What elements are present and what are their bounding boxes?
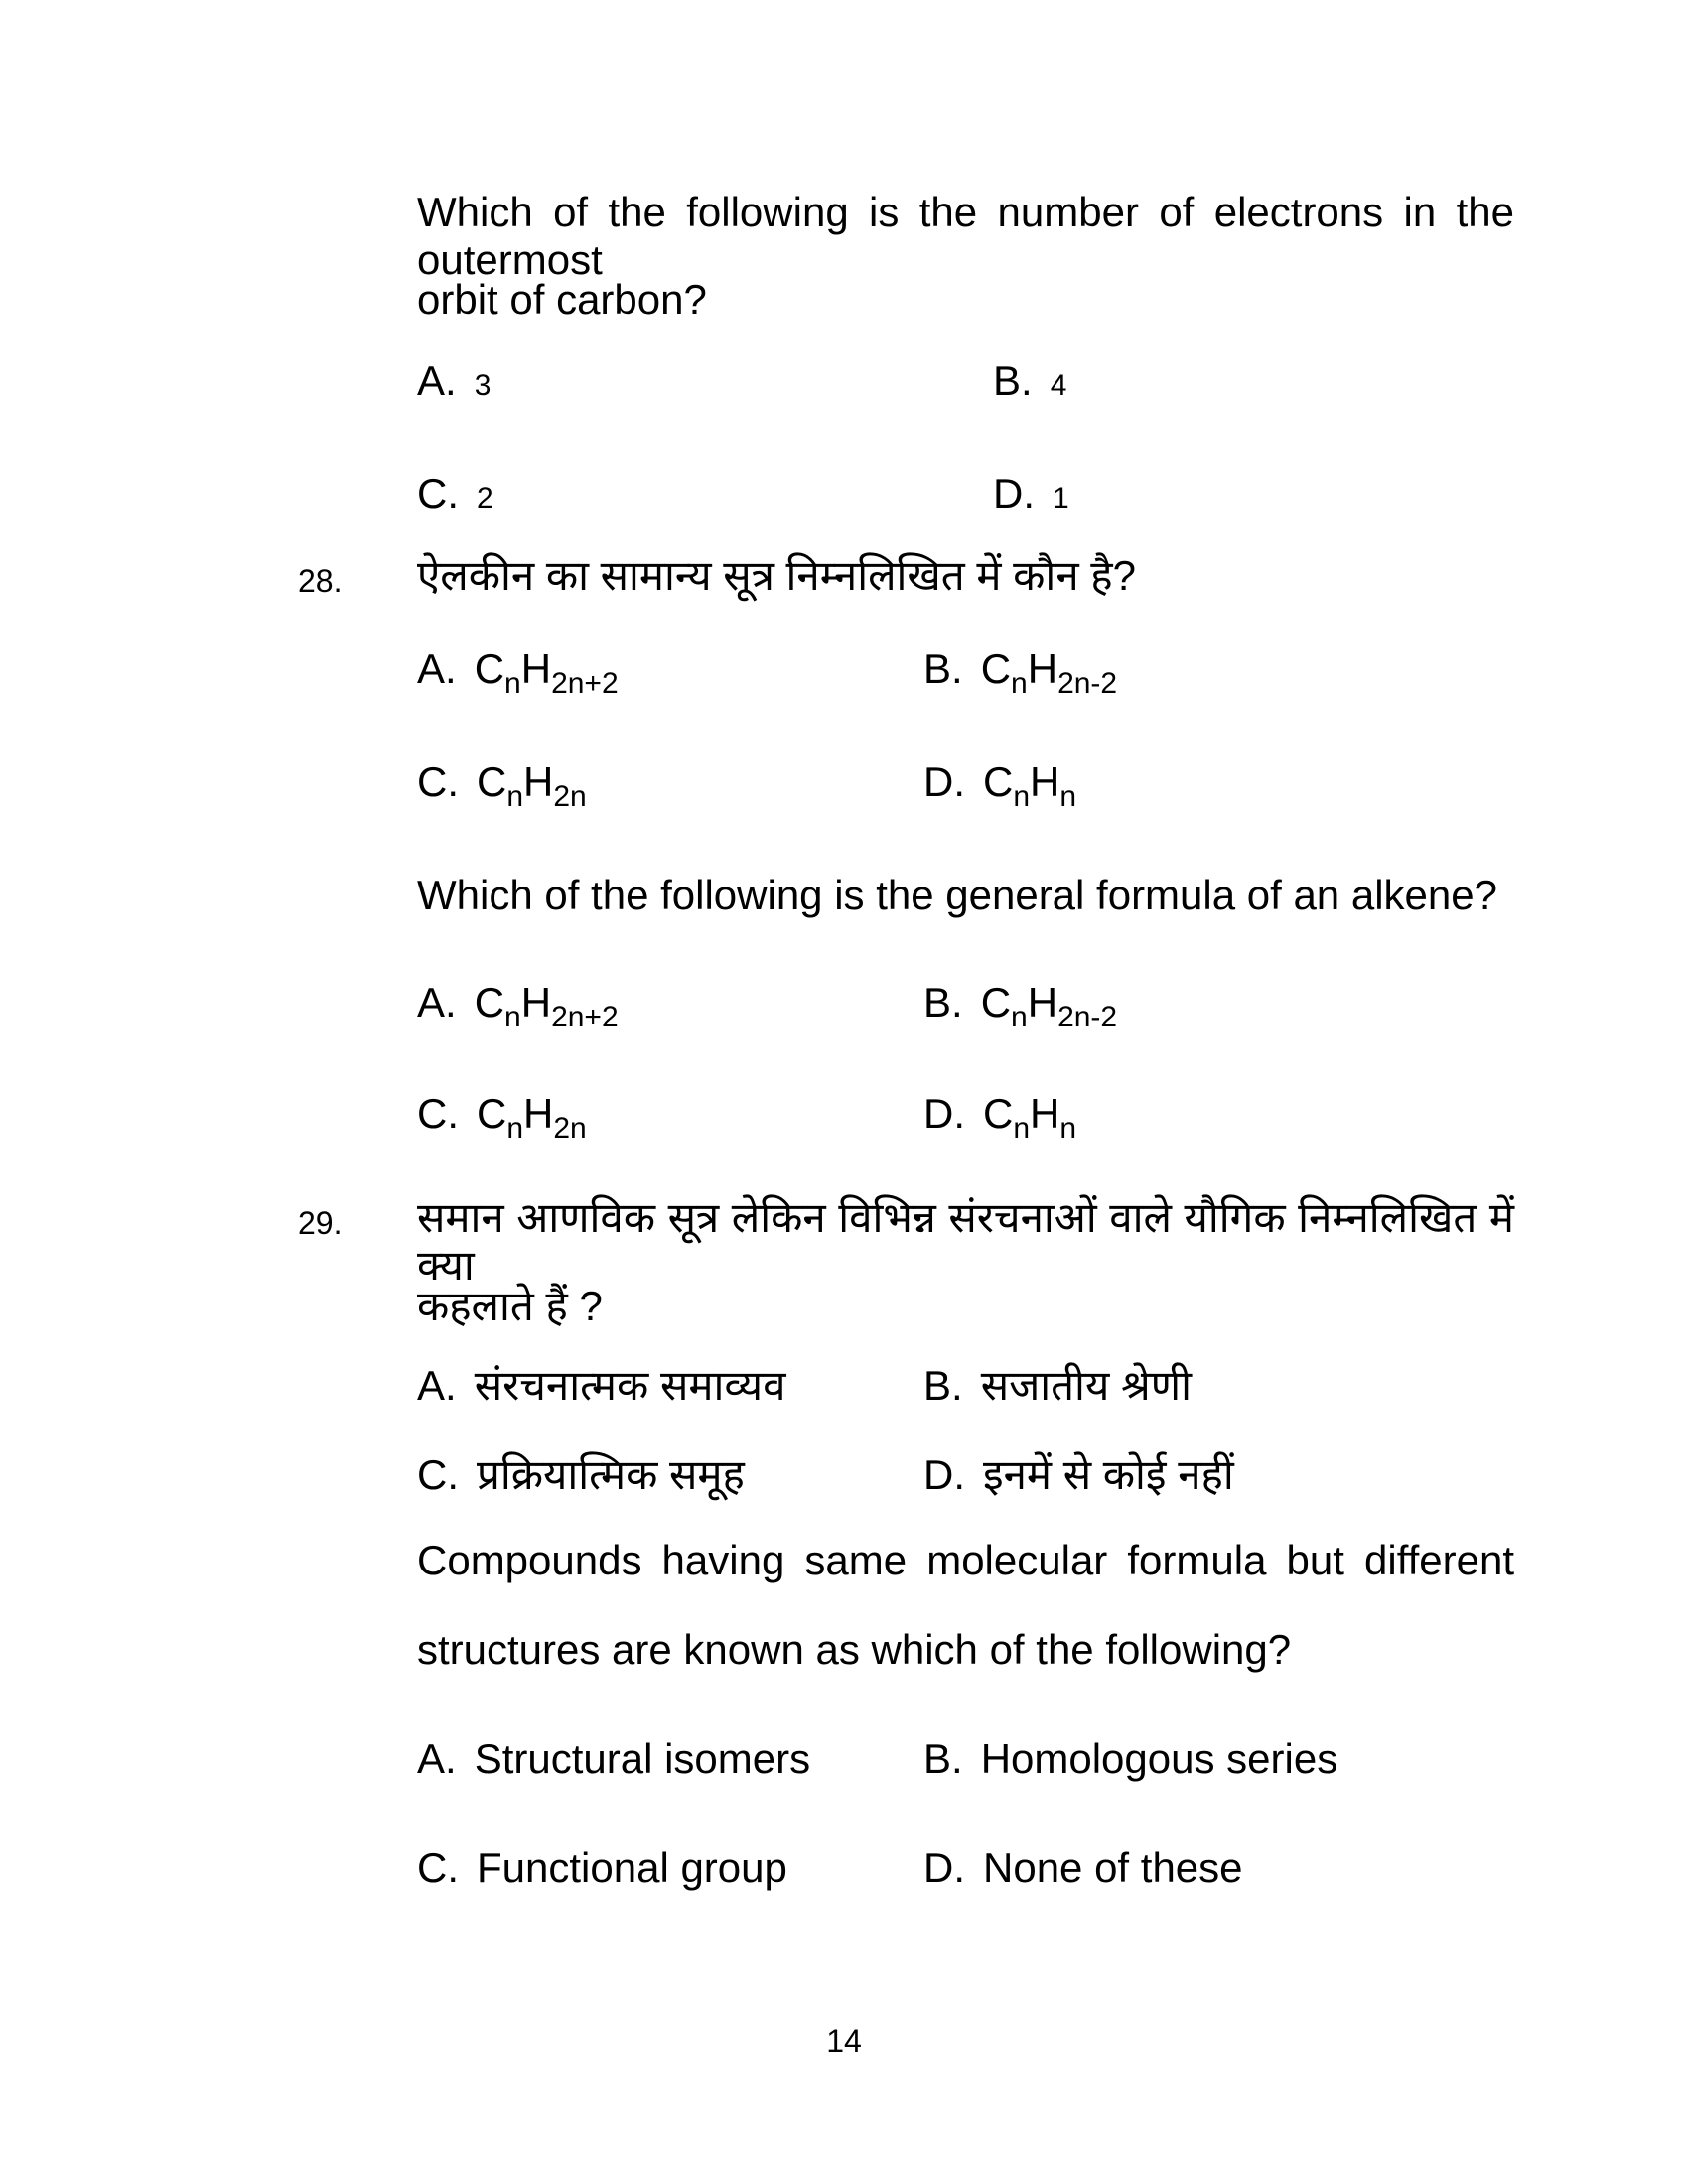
q28-english-options-row-1 <box>417 979 1514 1033</box>
q29-hindi-option-c <box>417 1451 923 1499</box>
option-label: B. <box>923 645 963 692</box>
option-label: D. <box>923 1090 965 1137</box>
q28-english-option-a <box>417 979 923 1033</box>
formula-part: C <box>980 979 1012 1025</box>
q28-option-d <box>923 758 1514 813</box>
option-text: Homologous series <box>980 1735 1338 1782</box>
q29-english-option-b <box>923 1735 1514 1783</box>
formula-subscript: 2n-2 <box>1057 1001 1118 1033</box>
q29-hindi-line1: समान आणविक सूत्र लेकिन विभिन्न संरचनाओं वाले यौगिक निम्नलिखित में क्या <box>417 1194 1514 1290</box>
formula-subscript: n <box>506 1112 524 1145</box>
q27-options-row-2 <box>417 471 1514 518</box>
option-value: 4 <box>1050 369 1067 402</box>
q29-english-option-a <box>417 1735 923 1783</box>
formula-part: C <box>474 979 505 1025</box>
option-label: B. <box>993 357 1033 404</box>
formula-part: H <box>523 1090 554 1137</box>
formula-part: H <box>520 979 552 1025</box>
formula-subscript: 2n+2 <box>551 667 619 700</box>
q27-english-line2: orbit of carbon? <box>417 276 707 323</box>
option-label: B. <box>923 1362 963 1409</box>
q27-option-d <box>993 471 1514 518</box>
formula-subscript: 2n-2 <box>1057 667 1118 700</box>
option-label: D. <box>923 758 965 805</box>
q29-english-options-row-1 <box>417 1735 1514 1783</box>
formula-part: H <box>523 758 554 805</box>
formula-part: H <box>1027 979 1058 1025</box>
formula-subscript: n <box>1059 780 1077 813</box>
formula-subscript: n <box>504 667 521 700</box>
formula-subscript: n <box>1013 1112 1031 1145</box>
q28-hindi-question: ऐलकीन का सामान्य सूत्र निम्नलिखित में कौन है? <box>417 552 1136 599</box>
q28-english-option-b <box>923 979 1514 1033</box>
option-label: C. <box>417 471 459 517</box>
formula-part: C <box>477 1090 507 1137</box>
formula-part: C <box>983 1090 1014 1137</box>
option-label: C. <box>417 1844 459 1891</box>
q29-hindi-options-row-2 <box>417 1451 1514 1499</box>
q28-option-b <box>923 645 1514 700</box>
option-value: 1 <box>1053 482 1069 515</box>
option-label: A. <box>417 1362 457 1409</box>
option-text: None of these <box>983 1844 1243 1891</box>
formula-part: C <box>477 758 507 805</box>
q27-english-line1: Which of the following is the number of electrons in the outermost <box>417 189 1514 284</box>
formula-part: H <box>520 645 552 692</box>
option-text: सजातीय श्रेणी <box>980 1362 1192 1409</box>
q28-option-c <box>417 758 923 813</box>
formula-subscript: n <box>504 1001 521 1033</box>
q28-english-options-row-2 <box>417 1090 1514 1145</box>
formula-subscript: n <box>1013 780 1031 813</box>
q28-english-question: Which of the following is the general formula of an alkene? <box>417 872 1497 918</box>
q29-english-option-d <box>923 1844 1514 1892</box>
option-text: इनमें से कोई नहीं <box>983 1451 1234 1498</box>
q29-hindi-option-b <box>923 1362 1514 1410</box>
formula-part: C <box>983 758 1014 805</box>
formula-part: C <box>980 645 1012 692</box>
q29-hindi-option-a <box>417 1362 923 1410</box>
option-label: A. <box>417 1735 457 1782</box>
q29-english-line1: Compounds having same molecular formula but different <box>417 1537 1514 1583</box>
option-text: प्रक्रियात्मिक समूह <box>477 1451 745 1498</box>
q28-hindi-options-row-1 <box>417 645 1514 700</box>
q27-option-c <box>417 471 993 518</box>
option-label: A. <box>417 357 457 404</box>
formula-subscript: n <box>1011 667 1028 700</box>
option-label: C. <box>417 1451 459 1498</box>
q28-option-a <box>417 645 923 700</box>
option-label: D. <box>993 471 1035 517</box>
formula-subscript: 2n <box>553 1112 587 1145</box>
option-text: Functional group <box>477 1844 787 1891</box>
formula-subscript: 2n <box>553 780 587 813</box>
formula-subscript: 2n+2 <box>551 1001 619 1033</box>
q28-english-option-c <box>417 1090 923 1145</box>
option-label: B. <box>923 1735 963 1782</box>
formula-part: H <box>1027 645 1058 692</box>
q29-english-options-row-2 <box>417 1844 1514 1892</box>
option-label: A. <box>417 645 457 692</box>
option-label: D. <box>923 1844 965 1891</box>
option-label: B. <box>923 979 963 1025</box>
q27-option-b <box>993 357 1514 405</box>
formula-subscript: n <box>1059 1112 1077 1145</box>
q28-english-option-d <box>923 1090 1514 1145</box>
q29-hindi-options-row-1 <box>417 1362 1514 1410</box>
option-text: Structural isomers <box>474 1735 811 1782</box>
q28-number: 28. <box>298 563 343 599</box>
option-label: C. <box>417 758 459 805</box>
formula-subscript: n <box>506 780 524 813</box>
formula-part: H <box>1030 1090 1060 1137</box>
option-value: 3 <box>474 369 492 402</box>
formula-part: H <box>1030 758 1060 805</box>
option-text: संरचनात्मक समाव्यव <box>474 1362 786 1409</box>
option-label: D. <box>923 1451 965 1498</box>
option-label: C. <box>417 1090 459 1137</box>
q29-english-line2: structures are known as which of the following? <box>417 1626 1292 1673</box>
q29-english-option-c <box>417 1844 923 1892</box>
q27-option-a <box>417 357 993 405</box>
formula-part: C <box>474 645 505 692</box>
q27-options-row-1 <box>417 357 1514 405</box>
q28-hindi-options-row-2 <box>417 758 1514 813</box>
formula-subscript: n <box>1011 1001 1028 1033</box>
option-label: A. <box>417 979 457 1025</box>
option-value: 2 <box>477 482 493 515</box>
q29-number: 29. <box>298 1205 343 1241</box>
q29-hindi-option-d <box>923 1451 1514 1499</box>
page-number: 14 <box>826 2023 862 2059</box>
q29-hindi-line2: कहलाते हैं ? <box>417 1283 603 1329</box>
